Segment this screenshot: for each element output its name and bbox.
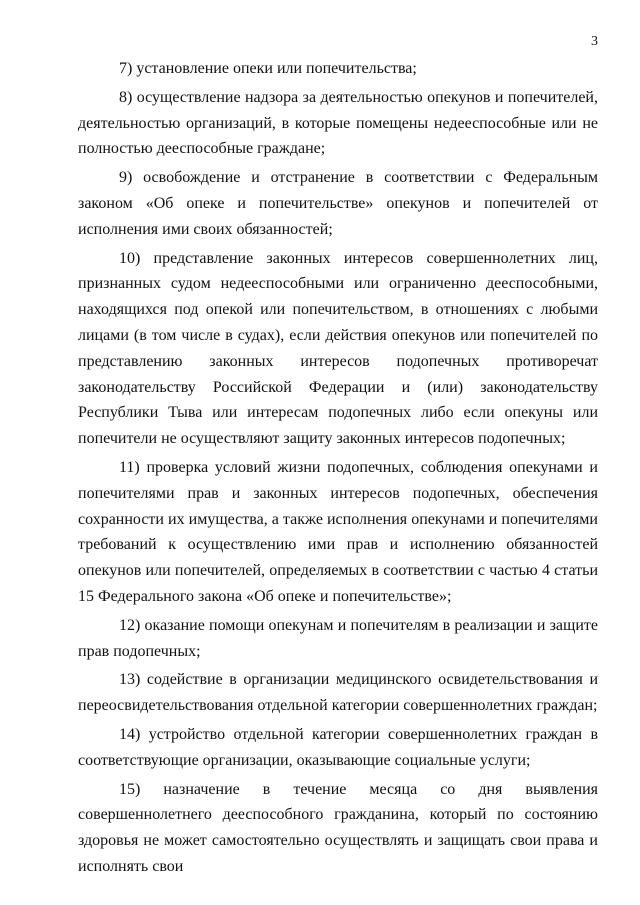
document-body — [78, 56, 598, 883]
paragraph-item-8: 8) осуществление надзора за деятельностью опекунов и попечителей, деятельностью организаций, в которые помещены недееспособные или не полностью дееспособные граждане; — [78, 88, 598, 158]
paragraph-item-12: 12) оказание помощи опекунам и попечителям в реализации и защите прав подопечных; — [78, 616, 598, 660]
paragraph-item-13: 13) содействие в организации медицинского освидетельствования и переосвидетельствования отдельной категории совершеннолетних граждан; — [78, 671, 598, 715]
paragraph-item-10: 10) представление законных интересов совершеннолетних лиц, признанных судом недееспособными или ограниченно дееспособными, находящихся под опекой или попечительством, в отношениях с любыми лицами (в том числе в судах), если действия опекунов или попечителей по представлению законных интересов подопечных противоречат законодательству Российской Федерации и (или) законодательству Республики Тыва или интересам подопечных либо если опекуны или попечители не осуществляют защиту законных интересов подопечных; — [78, 249, 598, 448]
paragraph-item-11: 11) проверка условий жизни подопечных, соблюдения опекунами и попечителями прав и законных интересов подопечных, обеспечения сохранности их имущества, а также исполнения опекунами и попечителями требований к осуществлению ими прав и исполнению обязанностей опекунов или попечителей, определяемых в соответствии с частью 4 статьи 15 Федерального закона «Об опеке и попечительстве»; — [78, 458, 598, 605]
paragraph-item-14: 14) устройство отдельной категории совершеннолетних граждан в соответствующие организации, оказывающие социальные услуги; — [78, 725, 598, 769]
paragraph-item-15: 15) назначение в течение месяца со дня выявления совершеннолетнего дееспособного гражданина, который по состоянию здоровья не может самостоятельно осуществлять и защищать свои права и исполнять свои — [78, 780, 598, 875]
paragraph-item-9: 9) освобождение и отстранение в соответствии с Федеральным законом «Об опеке и попечительстве» опекунов и попечителей от исполнения ими своих обязанностей; — [78, 169, 598, 238]
page-number: 3 — [591, 34, 598, 49]
paragraph-item-7: 7) установление опеки или попечительства; — [119, 60, 417, 77]
